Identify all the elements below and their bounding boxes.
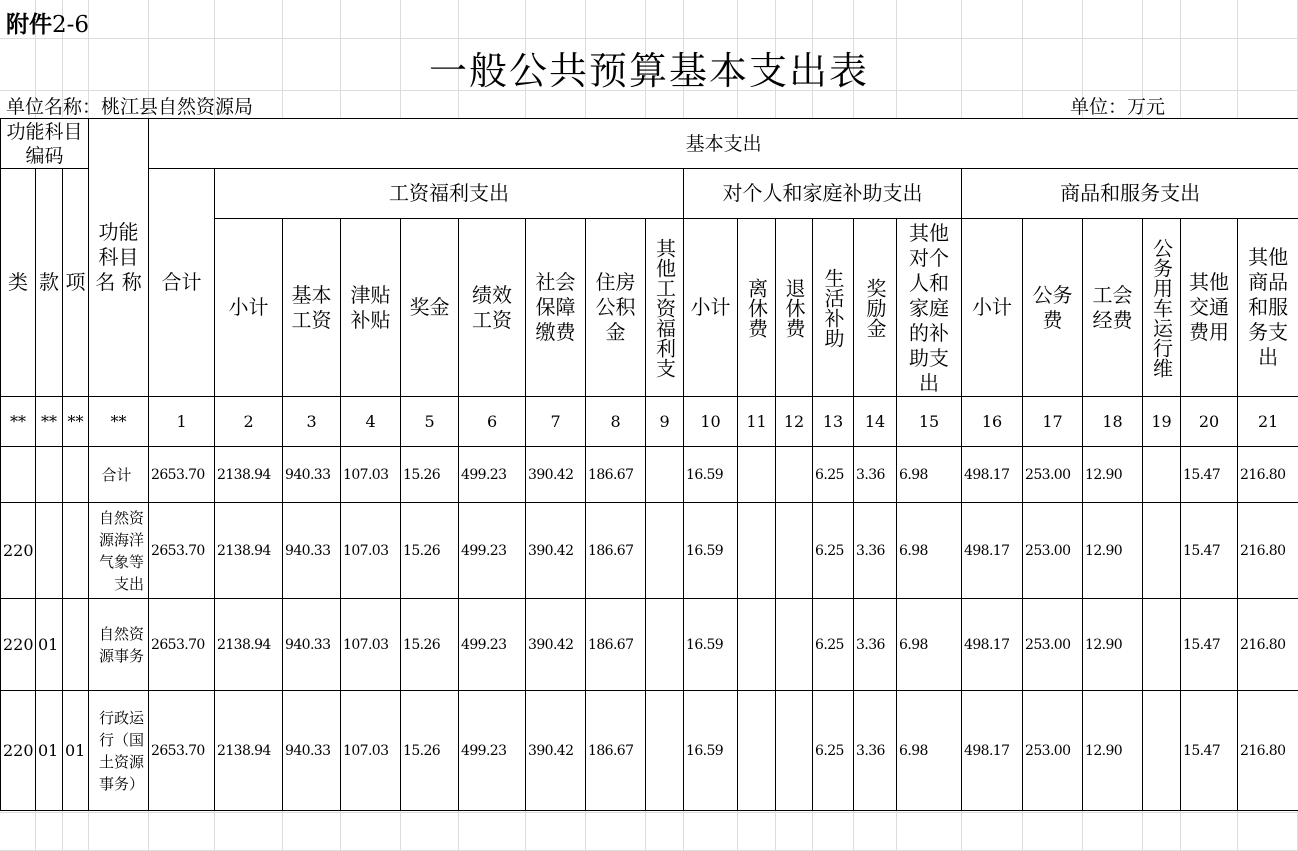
value-cell: 216.80 (1238, 691, 1298, 811)
value-cell: 15.26 (401, 447, 459, 503)
value-cell (776, 691, 813, 811)
value-cell: 186.67 (586, 599, 646, 691)
value-cell: 3.36 (854, 599, 897, 691)
col-header-label: 奖金 (409, 295, 450, 319)
value-cell (1143, 599, 1181, 691)
col-header-17 (1023, 219, 1083, 397)
column-number-cell: 3 (283, 397, 341, 447)
column-number-cell: 18 (1083, 397, 1143, 447)
col-header-label: 工会经费 (1092, 282, 1133, 332)
value-cell: 15.47 (1181, 503, 1238, 599)
col-header-label: 津贴补贴 (350, 282, 391, 332)
budget-table (0, 118, 1298, 811)
column-number-cell: 5 (401, 397, 459, 447)
column-number-cell: 14 (854, 397, 897, 447)
value-cell: 16.59 (684, 599, 738, 691)
lei-code-cell: 220 (1, 599, 36, 691)
kuan-header: 款 (36, 169, 63, 397)
value-cell: 2653.70 (149, 599, 215, 691)
value-cell: 186.67 (586, 447, 646, 503)
col-header-9 (646, 219, 684, 397)
value-cell: 186.67 (586, 503, 646, 599)
column-number-cell: 6 (459, 397, 526, 447)
column-number-cell: 2 (215, 397, 283, 447)
kuan-code-cell: 01 (36, 691, 63, 811)
value-cell: 499.23 (459, 599, 526, 691)
value-cell: 390.42 (526, 447, 586, 503)
value-cell: 15.47 (1181, 447, 1238, 503)
col-header-label: 小计 (690, 295, 731, 319)
value-cell: 253.00 (1023, 503, 1083, 599)
col-header-15 (897, 219, 962, 397)
value-cell: 12.90 (1083, 599, 1143, 691)
xiang-code-cell: 01 (63, 691, 89, 811)
value-cell: 390.42 (526, 691, 586, 811)
column-number-cell: 13 (813, 397, 854, 447)
col-header-18 (1083, 219, 1143, 397)
col-header-label: 公务用车运行维 (1149, 237, 1174, 378)
column-number-cell: 21 (1238, 397, 1298, 447)
column-number-cell: 10 (684, 397, 738, 447)
column-number-cell: 12 (776, 397, 813, 447)
column-number-cell: 16 (962, 397, 1023, 447)
value-cell: 2653.70 (149, 447, 215, 503)
value-cell: 6.98 (897, 599, 962, 691)
value-cell: 940.33 (283, 447, 341, 503)
kuan-code-cell: 01 (36, 599, 63, 691)
value-cell (738, 691, 776, 811)
value-cell: 107.03 (341, 599, 401, 691)
value-cell: 6.98 (897, 447, 962, 503)
func-name-cell: 行政运行（国土资源事务） (89, 691, 149, 811)
value-cell: 12.90 (1083, 691, 1143, 811)
col-header-label: 奖励金 (863, 277, 888, 338)
col-header-8 (586, 219, 646, 397)
value-cell: 12.90 (1083, 503, 1143, 599)
xiang-code-cell (63, 503, 89, 599)
value-cell: 3.36 (854, 503, 897, 599)
value-cell: 3.36 (854, 447, 897, 503)
value-cell: 390.42 (526, 503, 586, 599)
value-cell: 6.98 (897, 691, 962, 811)
value-cell: 253.00 (1023, 447, 1083, 503)
lei-code-cell (1, 447, 36, 503)
value-cell (1143, 503, 1181, 599)
col-header-12 (776, 219, 813, 397)
value-cell: 6.25 (813, 447, 854, 503)
basic-expense-header: 基本支出 (149, 119, 1298, 169)
value-cell (646, 599, 684, 691)
col-header-label: 公务费 (1032, 282, 1073, 332)
col-header-3 (283, 219, 341, 397)
page-title: 一般公共预算基本支出表 (428, 49, 869, 93)
value-cell: 16.59 (684, 691, 738, 811)
col-header-13 (813, 219, 854, 397)
column-number-cell: 17 (1023, 397, 1083, 447)
col-header-14 (854, 219, 897, 397)
unit-name-label: 单位名称：桃江县自然资源局 (6, 96, 254, 118)
col-header-label: 小计 (972, 295, 1013, 319)
func-name-cell: 自然资源事务 (89, 599, 149, 691)
column-number-cell: 9 (646, 397, 684, 447)
col-header-label: 离休费 (744, 277, 769, 338)
total-header: 合计 (149, 169, 215, 397)
col-header-label: 其他交通费用 (1189, 270, 1230, 344)
value-cell: 2138.94 (215, 599, 283, 691)
value-cell (646, 447, 684, 503)
value-cell: 253.00 (1023, 691, 1083, 811)
value-cell: 2138.94 (215, 691, 283, 811)
value-cell (738, 503, 776, 599)
func-code-header: 功能科目编码 (1, 119, 89, 169)
col-header-19 (1143, 219, 1181, 397)
value-cell: 2653.70 (149, 503, 215, 599)
column-number-cell: 8 (586, 397, 646, 447)
value-cell: 107.03 (341, 503, 401, 599)
value-cell: 6.25 (813, 503, 854, 599)
xiang-code-cell (63, 599, 89, 691)
value-cell: 107.03 (341, 691, 401, 811)
value-cell (776, 503, 813, 599)
value-cell: 499.23 (459, 691, 526, 811)
value-cell: 15.26 (401, 691, 459, 811)
value-cell: 6.25 (813, 691, 854, 811)
attachment-label: 附件2-6 (6, 12, 90, 38)
column-number-cell: ** (36, 397, 63, 447)
col-header-21 (1238, 219, 1298, 397)
value-cell: 940.33 (283, 503, 341, 599)
value-cell: 15.47 (1181, 599, 1238, 691)
value-cell: 107.03 (341, 447, 401, 503)
func-name-header: 功能科目名 称 (89, 119, 149, 397)
func-name-cell: 合计 (89, 447, 149, 503)
value-cell: 498.17 (962, 691, 1023, 811)
value-cell: 216.80 (1238, 503, 1298, 599)
value-cell: 940.33 (283, 691, 341, 811)
column-number-cell: 15 (897, 397, 962, 447)
value-cell (646, 503, 684, 599)
value-cell: 216.80 (1238, 599, 1298, 691)
value-cell: 12.90 (1083, 447, 1143, 503)
kuan-code-cell (36, 503, 63, 599)
value-cell: 16.59 (684, 503, 738, 599)
value-cell: 499.23 (459, 503, 526, 599)
column-number-cell: ** (89, 397, 149, 447)
value-cell: 216.80 (1238, 447, 1298, 503)
col-header-label: 基本工资 (291, 282, 332, 332)
value-cell: 6.25 (813, 599, 854, 691)
column-number-cell: 1 (149, 397, 215, 447)
col-header-20 (1181, 219, 1238, 397)
column-number-cell: 4 (341, 397, 401, 447)
col-header-label: 其他对个人和家庭的补助支出 (909, 220, 950, 395)
column-number-cell: 19 (1143, 397, 1181, 447)
unit-label: 单位：万元 (1070, 96, 1166, 118)
value-cell: 2138.94 (215, 503, 283, 599)
value-cell (646, 691, 684, 811)
value-cell: 2653.70 (149, 691, 215, 811)
column-number-cell: ** (63, 397, 89, 447)
col-header-10 (684, 219, 738, 397)
col-header-2 (215, 219, 283, 397)
column-number-cell: 20 (1181, 397, 1238, 447)
lei-header: 类 (1, 169, 36, 397)
value-cell: 16.59 (684, 447, 738, 503)
column-number-cell: 7 (526, 397, 586, 447)
col-header-label: 绩效工资 (472, 282, 513, 332)
value-cell (738, 599, 776, 691)
value-cell: 940.33 (283, 599, 341, 691)
salary-header: 工资福利支出 (215, 169, 684, 219)
value-cell: 6.98 (897, 503, 962, 599)
value-cell: 186.67 (586, 691, 646, 811)
xiang-code-cell (63, 447, 89, 503)
xiang-header: 项 (63, 169, 89, 397)
col-header-label: 其他工资福利支 (652, 237, 677, 378)
value-cell (1143, 447, 1181, 503)
value-cell: 253.00 (1023, 599, 1083, 691)
col-header-16 (962, 219, 1023, 397)
value-cell: 15.26 (401, 599, 459, 691)
value-cell: 498.17 (962, 599, 1023, 691)
value-cell: 498.17 (962, 503, 1023, 599)
value-cell (1143, 691, 1181, 811)
col-header-label: 小计 (228, 295, 269, 319)
col-header-label: 生活补助 (821, 267, 846, 348)
col-header-7 (526, 219, 586, 397)
col-header-label: 退休费 (782, 277, 807, 338)
goods-services-header: 商品和服务支出 (962, 169, 1298, 219)
value-cell (776, 599, 813, 691)
value-cell: 15.47 (1181, 691, 1238, 811)
lei-code-cell: 220 (1, 503, 36, 599)
col-header-11 (738, 219, 776, 397)
value-cell: 390.42 (526, 599, 586, 691)
col-header-label: 住房公积金 (595, 270, 636, 344)
column-number-cell: ** (1, 397, 36, 447)
value-cell: 2138.94 (215, 447, 283, 503)
value-cell: 3.36 (854, 691, 897, 811)
personal-subsidy-header: 对个人和家庭补助支出 (684, 169, 962, 219)
value-cell (738, 447, 776, 503)
col-header-label: 社会保障缴费 (535, 270, 576, 344)
col-header-5 (401, 219, 459, 397)
value-cell: 499.23 (459, 447, 526, 503)
col-header-4 (341, 219, 401, 397)
func-name-cell: 自然资源海洋气象等支出 (89, 503, 149, 599)
lei-code-cell: 220 (1, 691, 36, 811)
col-header-6 (459, 219, 526, 397)
col-header-label: 其他商品和服务支出 (1248, 245, 1289, 369)
value-cell: 15.26 (401, 503, 459, 599)
kuan-code-cell (36, 447, 63, 503)
column-number-cell: 11 (738, 397, 776, 447)
value-cell (776, 447, 813, 503)
value-cell: 498.17 (962, 447, 1023, 503)
